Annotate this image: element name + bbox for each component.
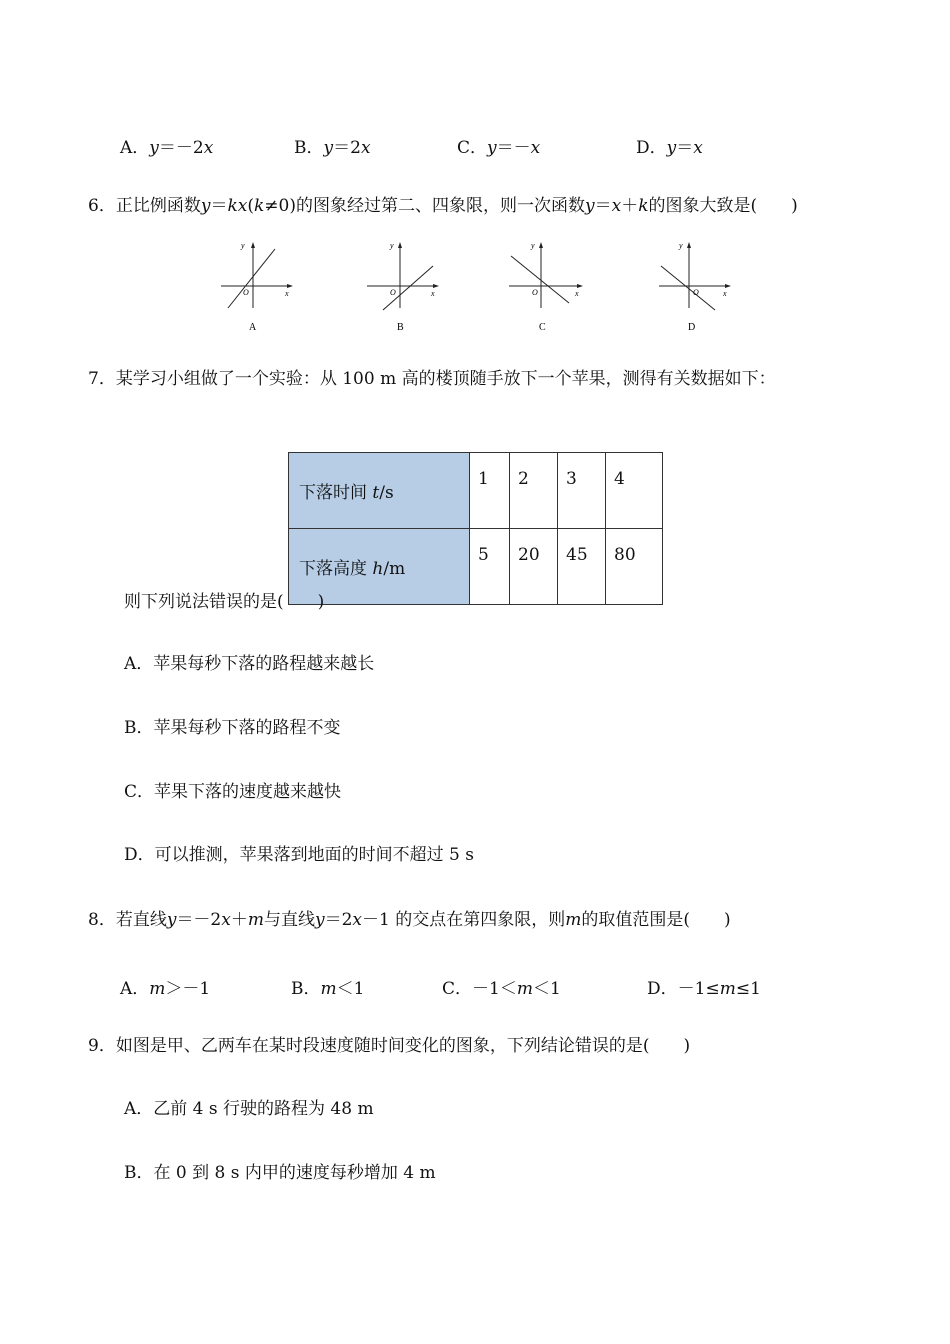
table-cell: 5 [470,529,510,605]
q9-option-a: A．乙前 4 s 行驶的路程为 48 m [124,1099,374,1119]
axis-y-label: y [390,241,394,250]
q7-stem: 7．某学习小组做了一个实验：从 100 m 高的楼顶随手放下一个苹果，测得有关数据如下： [88,369,776,389]
row-header-height: 下落高度 h/m [289,529,470,605]
axis-x-label: x [575,289,579,298]
q5-option-b: B．y＝2x [294,138,371,158]
axis-x-label: x [723,289,727,298]
row-header-time: 下落时间 t/s [289,453,470,529]
q5-option-a: A．y＝－2x [120,138,214,158]
table-row [289,453,663,529]
q9-option-b: B．在 0 到 8 s 内甲的速度每秒增加 4 m [124,1163,436,1183]
q7-data-table [288,452,663,605]
q8-option-d: D．－1≤m≤1 [647,979,761,999]
table-cell: 20 [510,529,558,605]
origin-label: O [693,288,699,297]
axis-y-label: y [241,241,245,250]
q8-option-b: B．m＜1 [291,979,365,999]
q6-graph-a [213,238,303,338]
table-cell: 1 [470,453,510,529]
axis-y-label: y [679,241,683,250]
graph-label: D [688,322,696,333]
q5-option-d: D．y＝x [636,138,703,158]
table-row [289,529,663,605]
q8-option-c: C．－1＜m＜1 [442,979,561,999]
q6-stem: 6．正比例函数y＝kx(k≠0)的图象经过第二、四象限，则一次函数y＝x＋k的图象大致是( ) [88,196,798,216]
q6-graph-b [361,238,451,338]
q8-stem: 8．若直线y＝－2x＋m与直线y＝2x－1 的交点在第四象限，则m的取值范围是( ) [88,910,731,930]
q7-option-a: A．苹果每秒下落的路程越来越长 [124,654,375,674]
q8-option-a: A．m＞－1 [120,979,211,999]
q7-prompt: 则下列说法错误的是( ) [124,592,325,612]
q7-option-b: B．苹果每秒下落的路程不变 [124,718,341,738]
q7-option-d: D．可以推测，苹果落到地面的时间不超过 5 s [124,845,474,865]
q9-stem: 9．如图是甲、乙两车在某时段速度随时间变化的图象，下列结论错误的是( ) [88,1036,691,1056]
table-cell: 80 [606,529,663,605]
table-cell: 2 [510,453,558,529]
q6-graph-c [503,238,593,338]
q6-graph-d [653,238,743,338]
q7-option-c: C．苹果下落的速度越来越快 [124,782,342,802]
graph-label: B [397,322,404,333]
table-cell: 4 [606,453,663,529]
origin-label: O [243,288,249,297]
table-cell: 3 [558,453,606,529]
table-cell: 45 [558,529,606,605]
graph-label: C [539,322,546,333]
graph-label: A [249,322,257,333]
origin-label: O [532,288,538,297]
axis-x-label: x [285,289,289,298]
q5-option-c: C．y＝－x [457,138,541,158]
axis-y-label: y [531,241,535,250]
origin-label: O [390,288,396,297]
axis-x-label: x [431,289,435,298]
